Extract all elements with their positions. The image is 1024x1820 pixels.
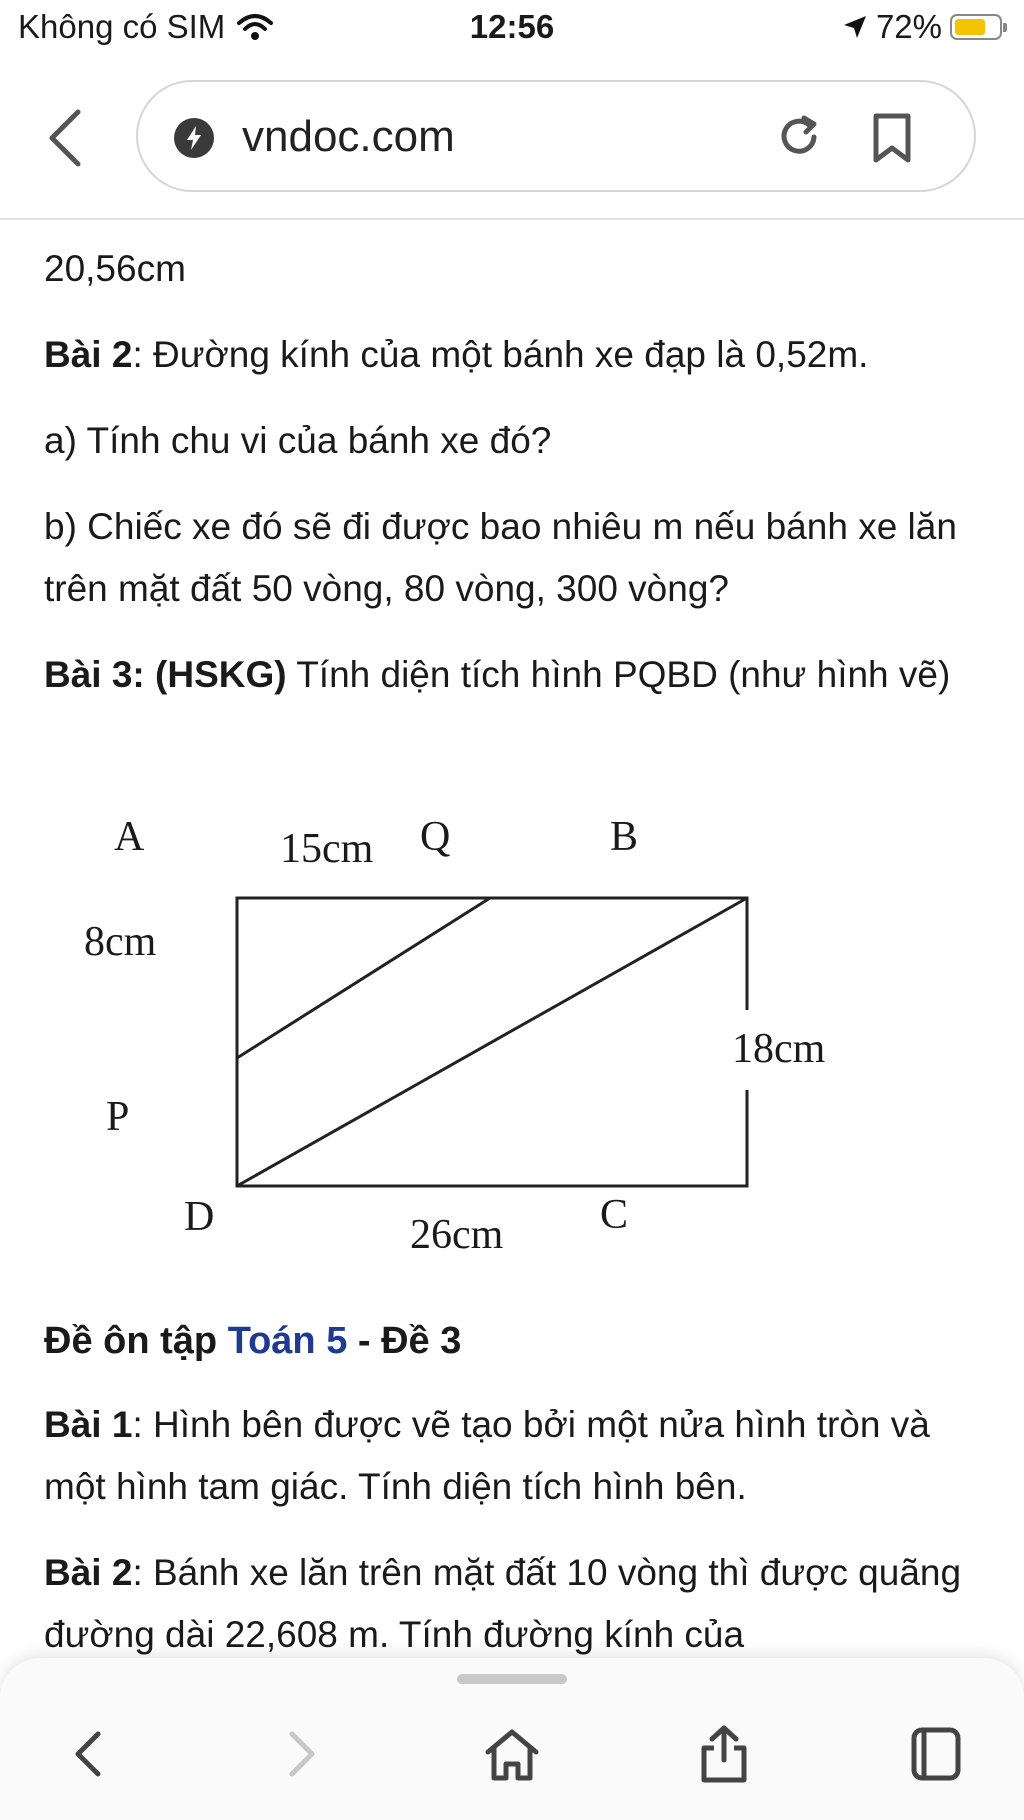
article-content	[44, 238, 984, 730]
back-icon[interactable]	[60, 1724, 120, 1784]
wifi-icon	[237, 13, 273, 41]
label-a: A	[114, 814, 145, 860]
carrier-label: Không có SIM	[18, 8, 226, 45]
status-bar	[0, 0, 1024, 60]
prev-answer-fragment: 20,56cm	[44, 248, 186, 289]
bai3-label: Bài 3: (HSKG)	[44, 654, 287, 695]
de3-bai1-text: : Hình bên được vẽ tạo bởi một nửa hình tròn và một hình tam giác. Tính diện tích hình bên.	[44, 1404, 930, 1507]
back-chevron-icon[interactable]	[44, 108, 88, 168]
label-15cm: 15cm	[280, 826, 374, 872]
bai3-heading	[44, 644, 984, 706]
reload-icon[interactable]	[774, 112, 824, 162]
figure-lines	[237, 898, 747, 1186]
home-icon[interactable]	[482, 1724, 542, 1784]
toan5-link[interactable]: Toán 5	[227, 1320, 348, 1362]
label-q: Q	[420, 814, 451, 860]
de3-bai1-label: Bài 1	[44, 1404, 133, 1445]
section-suffix: - Đề 3	[347, 1320, 462, 1362]
bai3-text: Tính diện tích hình PQBD (như hình vẽ)	[286, 654, 951, 695]
bottom-toolbar	[0, 1658, 1024, 1820]
segment-db	[237, 898, 747, 1186]
share-icon[interactable]	[694, 1724, 754, 1784]
section-prefix: Đề ôn tập	[44, 1320, 228, 1362]
url-bar[interactable]	[136, 80, 976, 192]
battery-fill	[955, 19, 985, 35]
segment-pq	[237, 898, 490, 1058]
bai2-part-a: a) Tính chu vi của bánh xe đó?	[44, 420, 552, 461]
drag-handle[interactable]	[457, 1674, 567, 1684]
location-arrow-icon	[842, 14, 868, 40]
de3-bai2-text: : Bánh xe lăn trên mặt đất 10 vòng thì được quãng đường dài 22,608 m. Tính đường kính của	[44, 1552, 962, 1655]
article-continued	[44, 1310, 984, 1690]
label-b: B	[610, 814, 639, 860]
forward-icon[interactable]	[270, 1724, 330, 1784]
tabs-icon[interactable]	[906, 1724, 966, 1784]
bookmark-icon[interactable]	[870, 112, 914, 164]
label-c: C	[600, 1192, 629, 1238]
status-right	[842, 8, 1002, 46]
label-p: P	[106, 1094, 130, 1140]
label-d: D	[184, 1194, 215, 1240]
header-divider	[0, 218, 1024, 220]
bai2-text: : Đường kính của một bánh xe đạp là 0,52m.	[132, 334, 869, 375]
section-title-de3	[44, 1310, 984, 1372]
label-26cm: 26cm	[410, 1212, 504, 1258]
battery-percent: 72%	[875, 8, 942, 45]
status-left	[18, 8, 273, 46]
battery-tip	[1003, 23, 1007, 32]
de3-bai1	[44, 1394, 984, 1518]
label-18cm: 18cm	[732, 1026, 826, 1072]
de3-bai2-label: Bài 2	[44, 1552, 133, 1593]
pqbd-figure	[60, 800, 860, 1270]
battery-icon	[950, 14, 1002, 40]
site-badge-icon	[174, 118, 214, 158]
bai2-label: Bài 2	[44, 334, 133, 375]
status-time: 12:56	[469, 8, 555, 45]
bai2-heading	[44, 324, 984, 386]
label-8cm: 8cm	[84, 919, 157, 965]
de3-bai2	[44, 1542, 984, 1666]
url-text[interactable]: vndoc.com	[242, 112, 455, 161]
bai2-part-b: b) Chiếc xe đó sẽ đi được bao nhiêu m nếu bánh xe lăn trên mặt đất 50 vòng, 80 vòng, 300 vòng?	[44, 506, 957, 609]
